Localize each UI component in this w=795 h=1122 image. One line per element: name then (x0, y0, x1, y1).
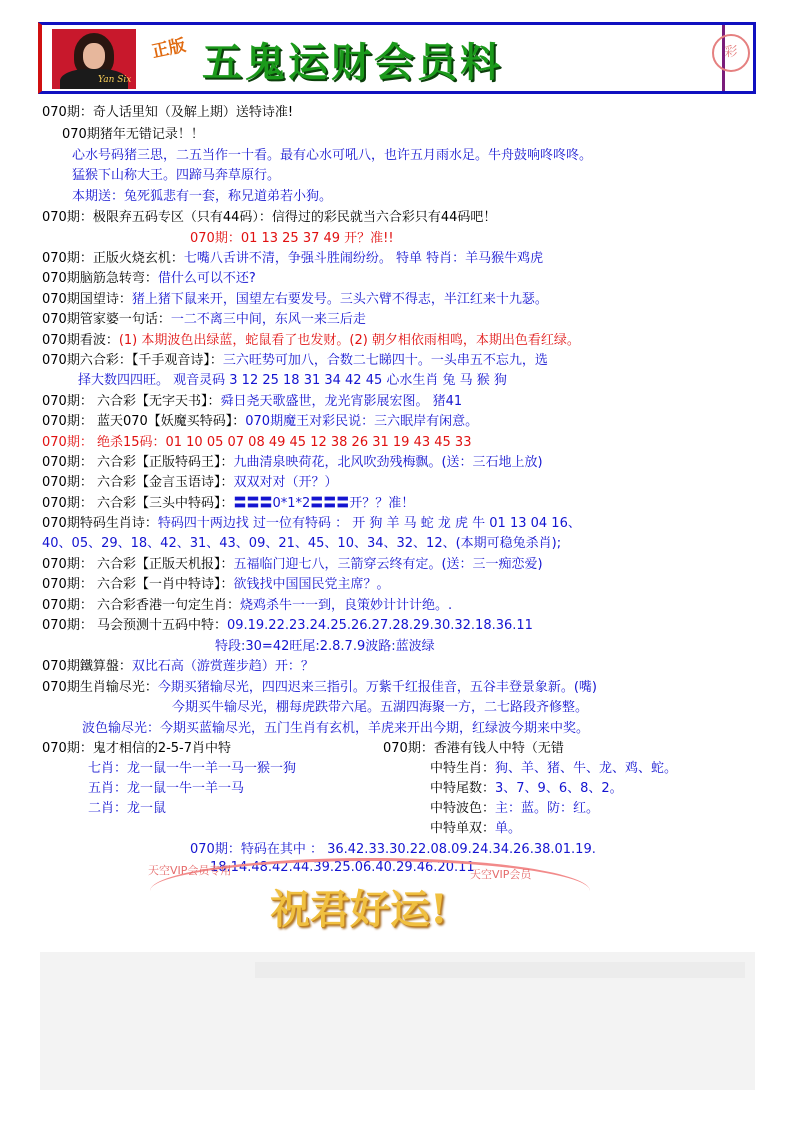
content-line (42, 598, 452, 614)
header-banner (38, 22, 756, 94)
content-segment: 070期鐵算盤： (42, 659, 132, 674)
content-segment: 070期生肖输尽光： (42, 680, 158, 695)
content-line (42, 414, 478, 430)
content-segment: 070期：01 13 25 37 49 开？准!! (190, 231, 394, 246)
content-line (42, 536, 561, 552)
content-line (62, 127, 204, 143)
content-segment: 070期脑筋急转弯： (42, 271, 158, 286)
content-line (42, 312, 366, 328)
content-line (42, 455, 543, 471)
content-segment: (1) 本期波色出绿蓝，蛇鼠看了也发财。(2) 朝夕相依雨相鸣，本期出色看红绿。 (118, 333, 580, 348)
content-segment: 波色输尽光： (82, 721, 161, 736)
vip-stamp-right-text: 天空VIP会员 (470, 868, 532, 881)
content-line (42, 659, 314, 675)
blank-footer-area (40, 952, 755, 1090)
content-segment: 070期： 六合彩【无字天书】： (42, 394, 221, 409)
right-row-zodiac: 中特生肖：狗、羊、猪、牛、龙、鸡、蛇。 (430, 761, 678, 776)
content-segment: 五福临门迎七八，三箭穿云终有定。(送：三一痴恋爱) (233, 557, 543, 572)
seal-icon: 彩 (712, 34, 750, 72)
right-row-color: 中特波色：主：蓝。防：红。 (430, 801, 600, 816)
content-segment: 070期： 绝杀15码：01 10 05 07 08 49 45 12 38 26 31 19 43 45 33 (42, 435, 472, 450)
content-line (42, 333, 580, 349)
content-line (42, 516, 581, 532)
content-segment: 欲钱找中国国民党主席？。 (233, 577, 390, 592)
content-segment: 特段:30=42旺尾:2.8.7.9波路:蓝波绿 (215, 639, 435, 654)
content-line (42, 251, 543, 267)
content-line (42, 210, 496, 226)
content-segment: 七嘴八舌讲不清，争强斗胜闹纷纷。 特单 特肖：羊马猴牛鸡虎 (183, 251, 544, 266)
content-segment: 猪上猪下鼠来开，国望左右要发号。三头六臂不得志，半江红来十九瑟。 (131, 292, 548, 307)
content-segment: 070期： 六合彩【金言玉语诗】： (42, 475, 234, 490)
content-line (42, 680, 597, 696)
content-segment: 双比石高（游赏莲步趋）开：？ (131, 659, 314, 674)
final-numbers-line2: 18.14.48.42.44.39.25.06.40.29.46.20.11 (210, 860, 475, 875)
left-block-heading: 070期：鬼才相信的2-5-7肖中特 (42, 741, 232, 756)
content-segment: 070期： 六合彩【正版特码王】： (42, 455, 234, 470)
content-segment: 双双对对（开？） (233, 475, 338, 490)
right-block-heading: 070期：香港有钱人中特（无错 (383, 741, 564, 756)
left-row-7: 七肖：龙一鼠一牛一羊一马一猴一狗 (88, 761, 297, 776)
content-segment: 070期： 六合彩【一肖中特诗】： (42, 577, 234, 592)
content-line (42, 435, 471, 451)
content-line (190, 231, 394, 247)
content-segment: 三六旺势可加八，合数二七睇四十。一头串五不忘九，选 (222, 353, 548, 368)
portrait-signature: Yan Six (98, 75, 132, 85)
good-luck-text: 祝君好运! (270, 886, 448, 933)
content-segment: 借什么可以不还? (157, 271, 256, 286)
content-line (42, 353, 548, 369)
content-segment: 烧鸡杀牛一一到，良策妙计计计绝。. (239, 598, 453, 613)
content-segment: 猛猴下山称大王。四蹄马奔草原行。 (72, 168, 281, 183)
content-line (42, 618, 533, 634)
content-segment: 070期：奇人话里知（及解上期）送特诗准! (42, 105, 294, 120)
page-title: 五鬼运财会员料 (202, 40, 503, 86)
content-segment: 070期： 六合彩【三头中特码】： (42, 496, 234, 511)
content-line (78, 373, 507, 389)
content-segment: 070期： 六合彩【正版天机报】： (42, 557, 234, 572)
content-segment: 今期买蓝输尽光，五门生肖有玄机，羊虎来开出今期，红绿波今期来中奖。 (160, 721, 590, 736)
content-segment: 心水号码猪三思，二五当作一十看。最有心水可吼八，也许五月雨水足。牛舟鼓响咚咚咚。 (72, 148, 593, 163)
content-line (42, 394, 462, 410)
content-segment: 070期：极限弃五码专区（只有44码）：信得过的彩民就当六合彩只有44码吧！ (42, 210, 497, 225)
content-line (42, 577, 389, 593)
content-segment: 舜日尧天歌盛世，龙光宵影展宏图。 猪41 (220, 394, 463, 409)
content-line (72, 168, 280, 184)
content-segment: 070期六合彩：【千手观音诗】： (42, 353, 223, 368)
content-segment: 070期：正版火烧玄机： (42, 251, 184, 266)
content-segment: 070期看波： (42, 333, 119, 348)
right-row-parity: 中特单双：单。 (430, 821, 522, 836)
content-segment: 070期： 六合彩香港一句定生肖： (42, 598, 240, 613)
content-segment: 070期猪年无错记录！！ (62, 127, 204, 142)
content-segment: 本期送：兔死狐悲有一套，称兄道弟若小狗。 (72, 189, 333, 204)
content-segment: 070期： 蓝天070【妖魔买特码】： (42, 414, 246, 429)
content-line (42, 496, 414, 512)
content-line (72, 148, 592, 164)
content-line (72, 189, 332, 205)
content-line (42, 557, 543, 573)
content-segment: 〓〓〓0*1*2〓〓〓开？？准！ (233, 496, 415, 511)
content-segment: 070期国望诗： (42, 292, 132, 307)
final-numbers-line1: 070期：特码在其中 ： 36.42.33.30.22.08.09.24.34.26.38.01.19. (190, 842, 596, 857)
content-segment: 070期特码生肖诗： (42, 516, 158, 531)
left-row-2: 二肖：龙一鼠 (88, 801, 167, 816)
content-segment: 特码四十两边找 过一位有特码 ： 开 狗 羊 马 蛇 龙 虎 牛 01 13 04 16、 (157, 516, 581, 531)
content-line (172, 700, 588, 716)
content-segment: 40、05、29、18、42、31、43、09、21、45、10、34、32、12、(本期可稳兔杀肖); (42, 536, 562, 551)
content-segment: 九曲清泉映荷花，北风吹劲残梅飘。(送：三石地上放) (233, 455, 543, 470)
content-segment: 070期魔王对彩民说：三六眠岸有闲意。 (245, 414, 479, 429)
content-line (42, 271, 256, 287)
official-badge: 正版 (150, 35, 188, 63)
content-segment: 09.19.22.23.24.25.26.27.28.29.30.32.18.36.11 (226, 618, 533, 633)
content-line (42, 105, 293, 121)
content-segment: 070期： 马会预测十五码中特： (42, 618, 227, 633)
content-segment: 择大数四四旺。 观音灵码 3 12 25 18 31 34 42 45 心水生肖 兔 马 猴 狗 (78, 373, 507, 388)
content-segment: 一二不离三中间，东风一来三后走 (170, 312, 366, 327)
content-segment: 070期管家婆一句话： (42, 312, 171, 327)
content-line (215, 639, 435, 655)
portrait-image (52, 29, 136, 89)
left-row-5: 五肖：龙一鼠一牛一羊一马 (88, 781, 245, 796)
content-segment: 今期买猪输尽光，四四迟来三指引。万紫千红报佳音，五谷丰登景象新。(嘴) (157, 680, 597, 695)
content-line (42, 475, 337, 491)
content-line (82, 721, 589, 737)
right-row-tail: 中特尾数：3、7、9、6、8、2。 (430, 781, 623, 796)
content-segment: 今期买牛输尽光，棚每虎跌带六尾。五湖四海聚一方，二七路段齐修整。 (172, 700, 589, 715)
vip-stamp-left-text: 天空VIP会员专用 (148, 864, 232, 877)
content-line (42, 292, 548, 308)
